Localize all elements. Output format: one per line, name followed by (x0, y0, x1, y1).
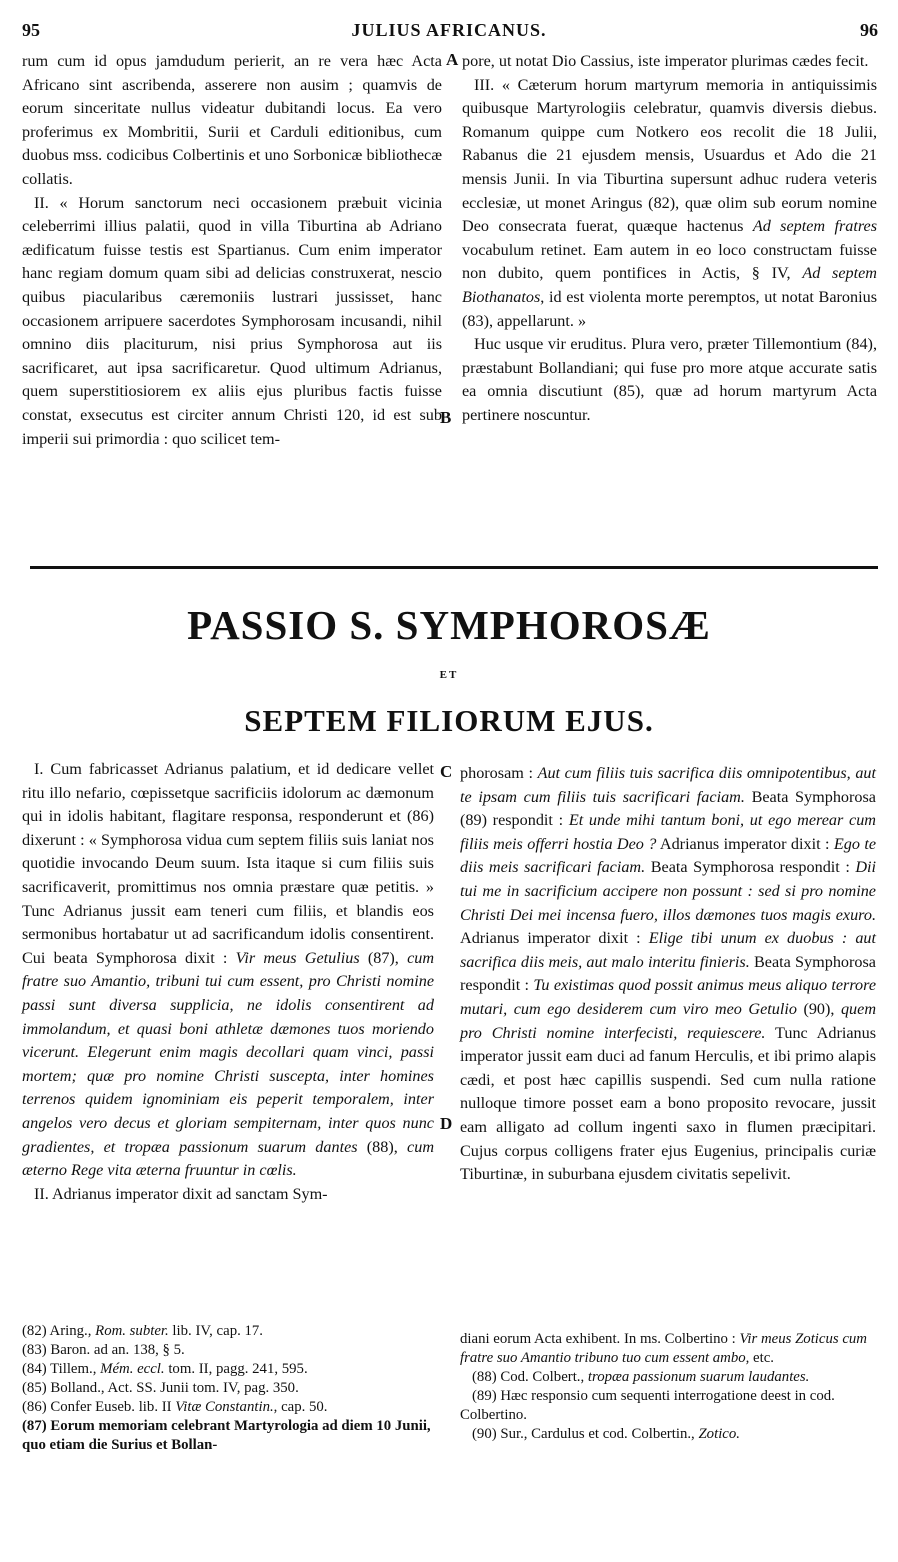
text-span: Beata Symphorosa respondit : (650, 858, 850, 877)
lower-right-column (460, 762, 876, 1187)
text-span: Tunc Adrianus imperator jussit eam duci ad fanum Herculis, et ibi primo alapis cædi, et post hæc capillis suspendi. Sed cum nulla ratione nulloque timore posset eam a bono proposito revocare, jussit eam alligato ad collum ingenti saxo in flumen præcipitari. Cujus corpus colligens frater ejus Eugenius, principalis curiæ Tiburtinæ, in suburbana ejusdem civitatis sepelivit. (460, 1023, 877, 1184)
italic-span: cum fratre suo Amantio, tribuni tui cum essent, pro Christi nomine passi sunt diversa supplicia, ne idolis consentirent ad immolandum, et quasi boni athletæ dæmones tuos moriendo vicerunt. Elegerunt enim magis decollari quam vinci, passi mortem; quæ pro nomine Christi suscepta, inter homines terrenos quidem ignominiam eis peperit temporalem, inter angelos vero decus et gloriam sempiternam, inter quos nunc gradientes, et tropæa passionum suarum dantes (22, 948, 435, 1156)
text-span: (88) Cod. Colbert., (472, 1369, 588, 1385)
paragraph: pore, ut notat Dio Cassius, iste imperator plurimas cædes fecit. (462, 52, 869, 70)
italic-span: tropæa passionum suarum laudantes. (587, 1369, 810, 1385)
footnotes-left (22, 1322, 434, 1455)
italic-span: Ad septem fratres (752, 217, 878, 236)
italic-span: Aut cum filiis tuis sacrifica diis omnipotentibus, aut te ipsam cum filiis tuis sacrificari faciam. (460, 764, 877, 806)
title-line-2: SEPTEM FILIORUM EJUS. (244, 703, 654, 738)
text-span: (87), (367, 948, 399, 967)
upper-left-column (22, 50, 442, 451)
text-span: Beata Symphorosa respondit : (460, 952, 876, 995)
title-line-1: PASSIO S. SYMPHOROSÆ (187, 602, 711, 648)
italic-span: Tu existimas quod possit animus meus aliquo terrore mutari, cum ego desiderem cum viro meo Getulio (460, 976, 877, 1018)
footnote (22, 1360, 434, 1379)
italic-span: quem pro Christi nomine interfecisti, requiescere. (460, 999, 877, 1042)
italic-span: Dii tui me in sacrificium accipere non possunt : sed si pro nomine Christi Dei mei incensa fuero, illos dæmones tuos magis exuro. (460, 858, 877, 924)
text-span: etc. (749, 1350, 775, 1366)
italic-span: Et unde mihi tantum boni, ut ego merear cum filiis meis offerri hostia Deo ? (460, 811, 876, 853)
footnotes-right (460, 1330, 876, 1444)
section-rule (30, 566, 878, 569)
text-span: tom. II, pagg. 241, 595. (164, 1361, 308, 1377)
italic-span: Ad septem Biothanatos (462, 264, 877, 306)
margin-letter-c: C (440, 762, 453, 781)
text-span: (90) Sur., Cardulus et cod. Colbertin., (472, 1426, 699, 1442)
italic-span: Zotico. (698, 1426, 740, 1442)
text-span: (87) Eorum memoriam celebrant Martyrologia ad diem 10 Junii, quo etiam die Surius et Bollan- (22, 1418, 431, 1453)
footnote (22, 1322, 434, 1341)
paragraph: II. Adrianus imperator dixit ad sanctam Sym- (34, 1184, 328, 1203)
paragraph (460, 762, 876, 1187)
page-number-right: 96 (860, 20, 878, 40)
text-span: , cap. 50. (273, 1399, 328, 1415)
text-span: (84) Tillem., (22, 1361, 101, 1377)
text-span: (83) Baron. ad an. 138, § 5. (22, 1342, 185, 1358)
footnote (460, 1425, 876, 1444)
text-span: (82) Aring., (22, 1323, 96, 1339)
italic-span: Vir meus Zoticus cum fratre suo Amantio tribuno tuo cum essent ambo, (460, 1331, 867, 1366)
text-span: (90), (803, 999, 835, 1018)
margin-letter-b: B (440, 408, 452, 427)
text-span: (85) Bolland., Act. SS. Junii tom. IV, pag. 350. (22, 1380, 299, 1396)
italic-span: cum æterno Rege vita æterna fruuntur in cœlis. (22, 1137, 435, 1180)
running-title: JULIUS AFRICANUS. (351, 20, 547, 40)
text-span: Adrianus imperator dixit : (460, 929, 641, 948)
text-span: diani eorum Acta exhibent. In ms. Colbertino : (460, 1331, 740, 1347)
margin-letter-d: D (440, 1114, 453, 1133)
footnote (460, 1387, 876, 1425)
text-span: lib. IV, cap. 17. (168, 1323, 263, 1339)
footnote (22, 1398, 434, 1417)
paragraph: II. « Horum sanctorum neci occasionem præbuit vicinia celeberrimi illius palatii, quod in villa Tiburtina ab Adriano ædificatum fuisse testis est Spartianus. Cum enim imperator hanc regiam domum quam sibi ad delicias construxerat, nescio quibus piacularibus cæremoniis lustrari jussisset, hanc occasionem arripuere sacerdotes Symphorosam incusandi, nihil omnino diis placiturum, nisi prius Symphorosa aut iis sacrificaret, aut ipsa sacrificaretur. Quod ultimum Adrianus, quem superstitiosiorem ex aliis ejus pluribus factis fuisse constat, exsecutus est circiter annum Christi 120, id est sub imperii sui primordia : quo scilicet tem- (22, 193, 442, 448)
paragraph: Huc usque vir eruditus. Plura vero, præter Tillemontium (84), præstabunt Bollandiani; qui fuse pro more atque accurate satis ea omnia discutiunt (85), quæ ad horum martyrum Acta pertinere noscuntur. (462, 335, 877, 424)
title-et: ET (439, 669, 459, 681)
footnote (460, 1330, 876, 1368)
text-span: Adrianus imperator dixit : (659, 834, 830, 853)
text-span: phorosam : (460, 764, 533, 782)
italic-span: Mém. eccl. (100, 1361, 165, 1377)
text-span: I. Cum fabricasset Adrianus palatium, et id dedicare vellet ritu illo nefario, cœpissetque sacrificiis idolorum ac dæmonum qui in idolis habitant, flagitare responsa, responderunt et (86) dixerunt : « Symphorosa vidua cum septem filiis suis laniat nos quotidie invocando Deum suum. Ista itaque si cum filiis suis sacrificaverit, promittimus nos omnia præstare quæ petitis. » Tunc Adrianus jussit eam teneri cum filiis, et blandis eos sermonibus hortabatur ut ad sacrificandum idolis consentirent. Cui beata Symphorosa dixit : (22, 760, 434, 967)
text-span: (86) Confer Euseb. lib. II (22, 1399, 176, 1415)
italic-span: Vitæ Constantin. (175, 1399, 274, 1415)
paragraph (462, 74, 877, 334)
footnote (22, 1341, 434, 1360)
text-span: (89) Hæc responsio cum sequenti interrogatione deest in cod. Colbertino. (460, 1388, 835, 1423)
upper-right-column (462, 50, 877, 428)
text-span: (88), (366, 1137, 398, 1156)
text-span: III. « Cæterum horum martyrum memoria in antiquissimis quibusque Martyrologiis celebratur, quamvis diversis diebus. Romanum quippe cum Notkero eos recolit die 18 Julii, Rabanus die 21 ejusdem mensis, Usuardus et Ado die 21 mensis Junii. In via Tiburtina supersunt adhuc rudera veteris ecclesiæ, ut monet Aringus (82), quæ olim sub eorum nomine Deo consecrata fuerat, quæque hactenus (462, 75, 877, 236)
text-span: , id est violenta morte peremptos, ut notat Baronius (83), appellarunt. » (462, 287, 877, 330)
paragraph: rum cum id opus jamdudum perierit, an re vera hæc Acta Africano sint ascribenda, asserere non ausim ; quamvis de eorum sinceritate nullus videatur dubitandi locus. Ea vero proferimus ex Mombritii, Surii et Carduli editionibus, cum duobus mss. codicibus Colbertinis et uno Sorbonicæ bibliothecæ collatis. (22, 52, 442, 188)
text-span: Beata Symphorosa (89) respondit : (460, 787, 876, 830)
footnote (460, 1368, 876, 1387)
italic-span: Elige tibi unum ex duobus : aut sacrifica diis meis, aut malo interitu finieris. (460, 929, 877, 971)
page-number-left: 95 (22, 20, 40, 40)
italic-span: Ego te diis meis sacrificari faciam. (460, 834, 877, 877)
italic-span: Rom. subter. (95, 1323, 169, 1339)
paragraph (22, 758, 434, 1183)
footnote (22, 1417, 434, 1455)
italic-span: Vir meus Getulius (235, 948, 360, 967)
text-span: vocabulum retinet. Eam autem in eo loco constructam fuisse non dubito, quem pontifices in Actis, § IV, (462, 240, 877, 283)
footnote (22, 1379, 434, 1398)
margin-letter-a: A (446, 50, 459, 69)
lower-left-column (22, 758, 434, 1206)
